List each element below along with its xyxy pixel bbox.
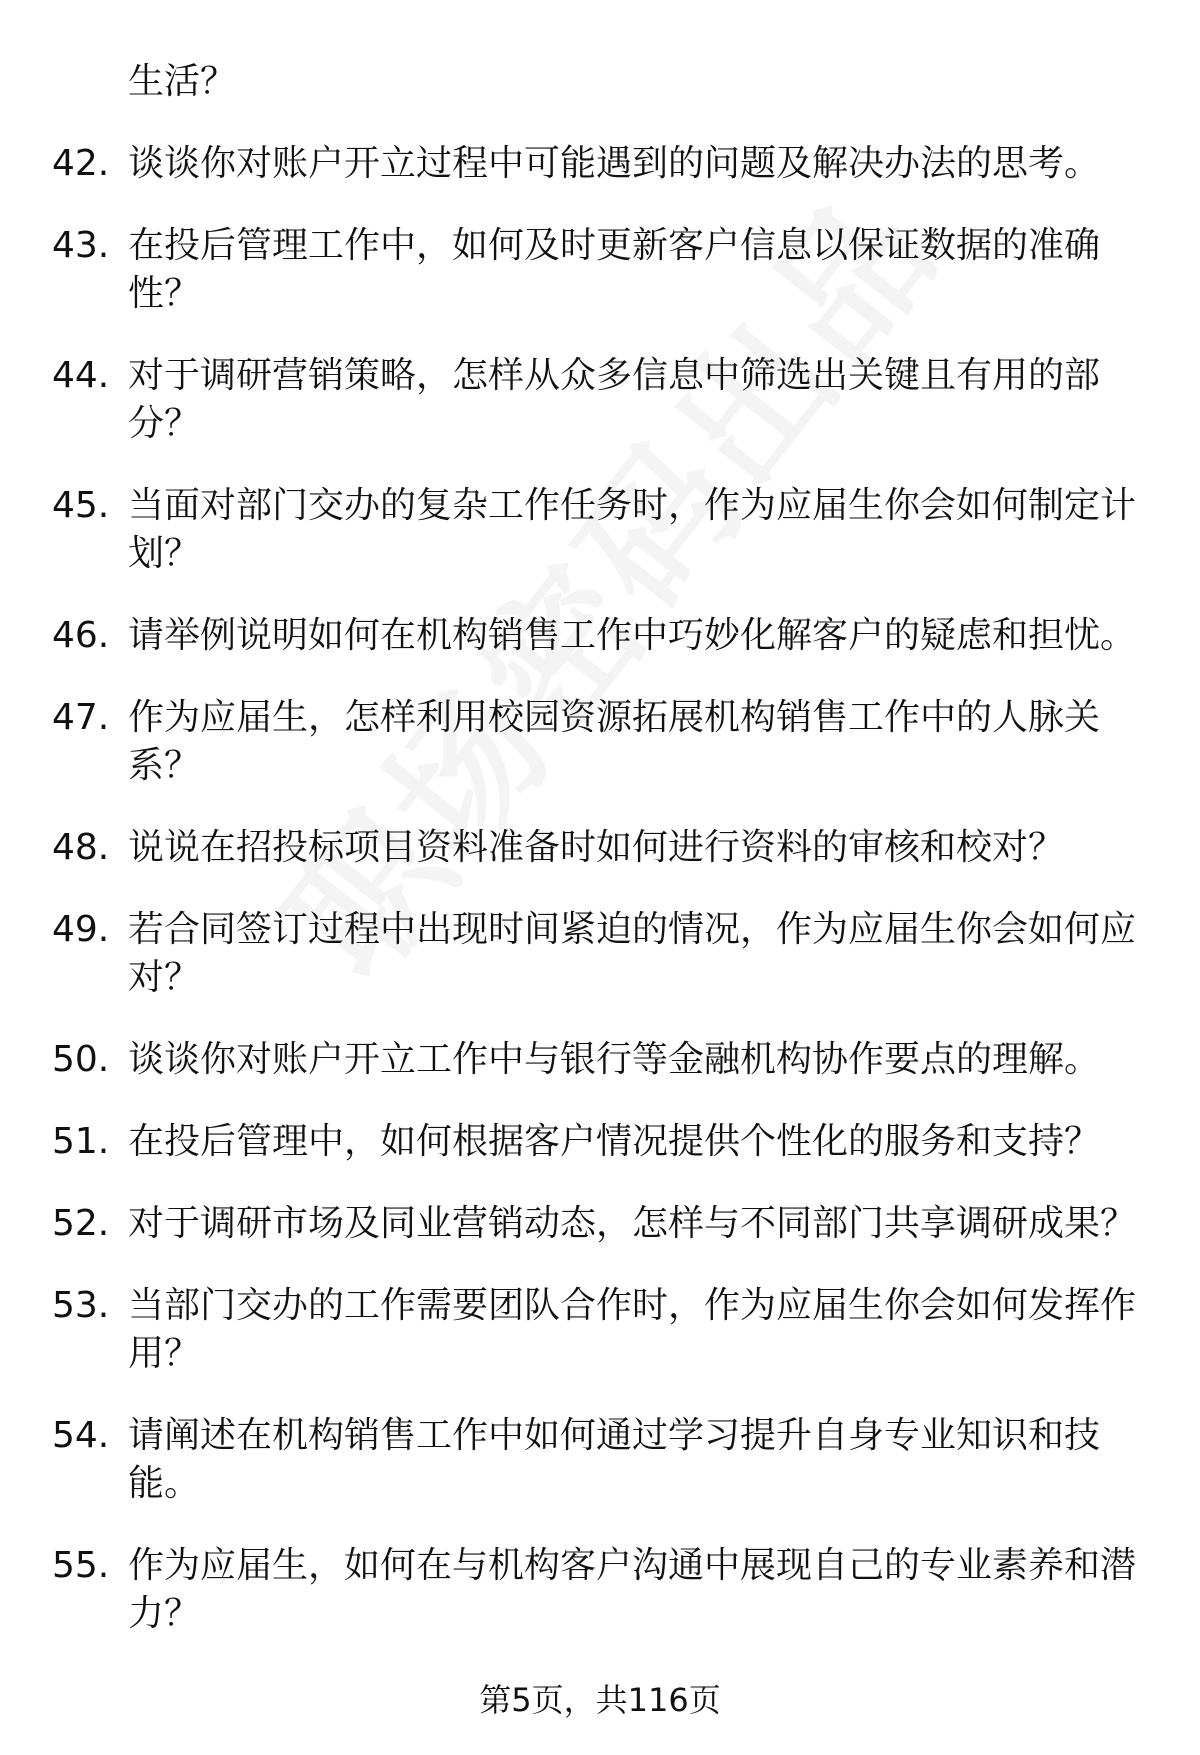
question-number: 46. [52,615,110,656]
question-number: 55. [52,1545,110,1586]
question-number: 47. [52,697,110,738]
list-item [52,1282,1162,1378]
list-item [52,1412,1162,1508]
question-number: 44. [52,355,110,396]
page-footer: 第5页，共116页 [479,1681,721,1719]
question-number: 48. [52,827,110,868]
question-text: 谈谈你对账户开立工作中与银行等金融机构协作要点的理解。 [128,1039,1101,1080]
list-item [52,1036,1162,1084]
list-item [52,906,1162,1002]
question-text: 作为应届生，如何在与机构客户沟通中展现自己的专业素养和潜力？ [128,1545,1137,1634]
question-text: 在投后管理中，如何根据客户情况提供个性化的服务和支持？ [128,1121,1101,1162]
list-item [52,482,1162,578]
list-item [52,352,1162,448]
question-text: 生活？ [128,61,237,102]
question-number: 42. [52,143,110,184]
question-number: 50. [52,1039,110,1080]
list-item [52,1542,1162,1638]
question-number: 51. [52,1121,110,1162]
question-number: 49. [52,909,110,950]
list-item [52,612,1162,660]
question-text: 对于调研营销策略，怎样从众多信息中筛选出关键且有用的部分？ [128,355,1101,444]
question-number: 52. [52,1203,110,1244]
list-item [52,140,1162,188]
question-list [52,58,1162,1672]
question-text: 在投后管理工作中，如何及时更新客户信息以保证数据的准确性？ [128,225,1101,314]
question-number: 54. [52,1415,110,1456]
question-text: 若合同签订过程中出现时间紧迫的情况，作为应届生你会如何应对？ [128,909,1137,998]
question-number: 53. [52,1285,110,1326]
question-text: 请阐述在机构销售工作中如何通过学习提升自身专业知识和技能。 [128,1415,1101,1504]
list-item [52,824,1162,872]
question-text: 当面对部门交办的复杂工作任务时，作为应届生你会如何制定计划？ [128,485,1137,574]
list-item [52,1200,1162,1248]
question-text: 谈谈你对账户开立过程中可能遇到的问题及解决办法的思考。 [128,143,1101,184]
list-item [52,58,1162,106]
question-text: 作为应届生，怎样利用校园资源拓展机构销售工作中的人脉关系？ [128,697,1101,786]
question-text: 说说在招投标项目资料准备时如何进行资料的审核和校对？ [128,827,1065,868]
list-item [52,694,1162,790]
question-text: 请举例说明如何在机构销售工作中巧妙化解客户的疑虑和担忧。 [128,615,1137,656]
question-text: 当部门交办的工作需要团队合作时，作为应届生你会如何发挥作用？ [128,1285,1137,1374]
question-text: 对于调研市场及同业营销动态，怎样与不同部门共享调研成果？ [128,1203,1137,1244]
list-item [52,1118,1162,1166]
question-number: 45. [52,485,110,526]
question-number: 43. [52,225,110,266]
list-item [52,222,1162,318]
